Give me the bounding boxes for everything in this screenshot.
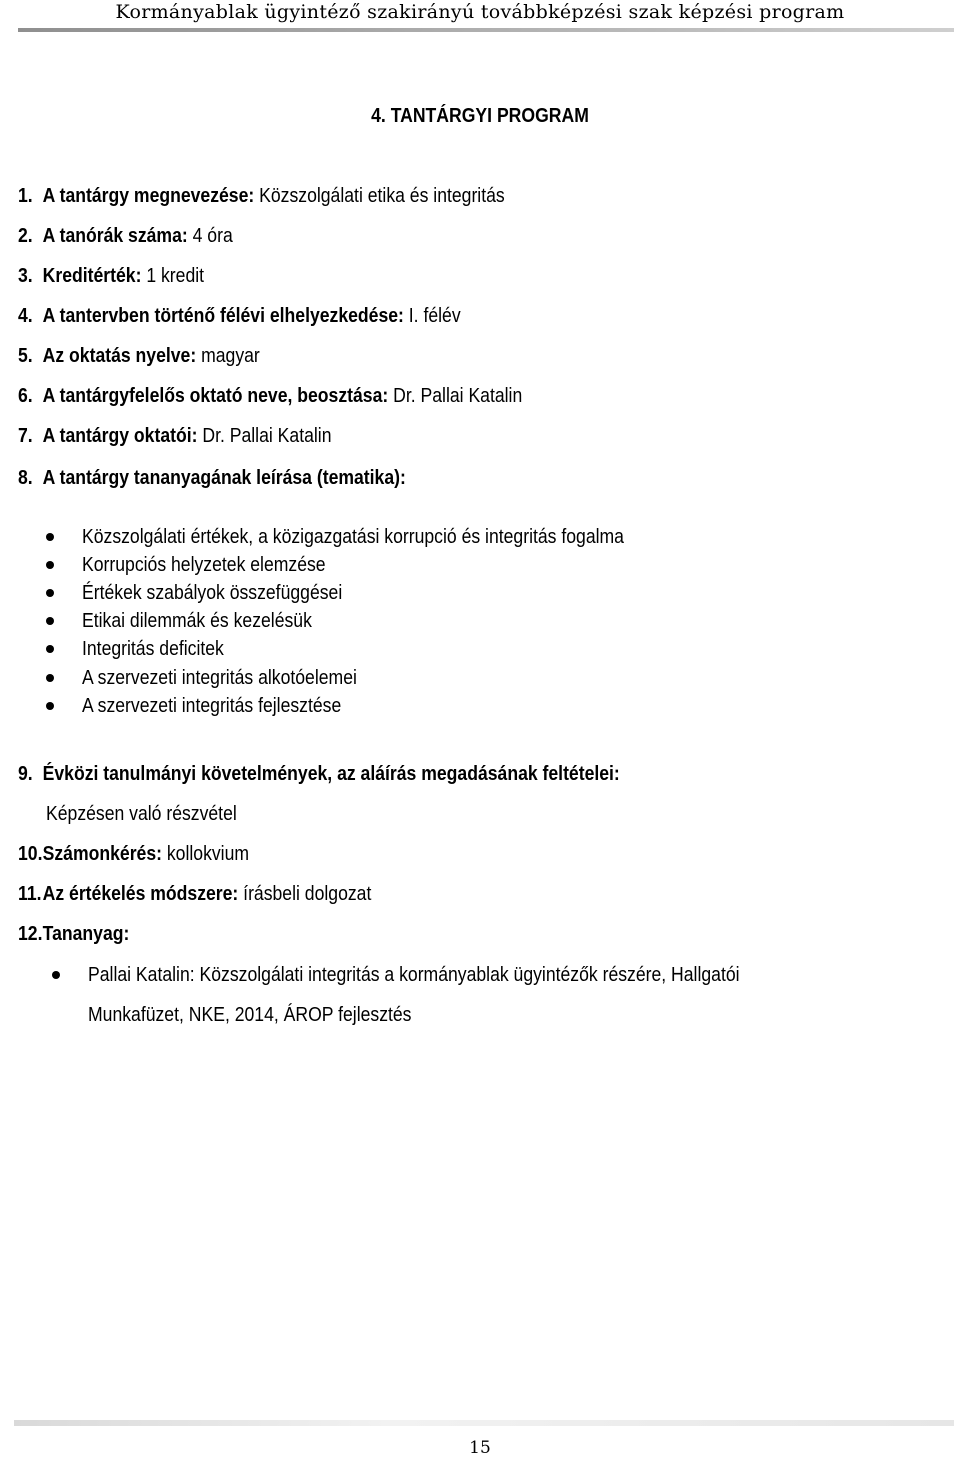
bullet-icon	[46, 533, 54, 541]
bullet-icon	[46, 645, 54, 653]
bullet-icon	[46, 702, 54, 710]
bullet-icon	[46, 674, 54, 682]
item-6: 6. A tantárgyfelelős oktató neve, beosztása: Dr. Pallai Katalin	[18, 385, 523, 407]
running-header: Kormányablak ügyintéző szakirányú továbbképzési szak képzési program	[115, 1, 845, 23]
page-number: 15	[469, 1438, 491, 1458]
bullet-icon	[52, 971, 60, 979]
bullet-icon	[46, 589, 54, 597]
item-3: 3. Kreditérték: 1 kredit	[18, 265, 205, 287]
item-7: 7. A tantárgy oktatói: Dr. Pallai Katalin	[18, 425, 332, 447]
item-4: 4. A tantervben történő félévi elhelyezkedése: I. félév	[18, 305, 461, 327]
item-9: 9. Évközi tanulmányi követelmények, az aláírás megadásának feltételei:	[18, 763, 620, 785]
bullet-icon	[46, 561, 54, 569]
item-10: 10.Számonkérés: kollokvium	[18, 843, 250, 865]
item-11: 11.Az értékelés módszere: írásbeli dolgozat	[18, 883, 372, 905]
item-9-value: Képzésen való részvétel	[46, 803, 237, 825]
material-continuation: Munkafüzet, NKE, 2014, ÁROP fejlesztés	[88, 1004, 412, 1026]
item-12: 12.Tananyag:	[18, 923, 130, 945]
item-1: 1. A tantárgy megnevezése: Közszolgálati etika és integritás	[18, 185, 505, 207]
item-5: 5. Az oktatás nyelve: magyar	[18, 345, 260, 367]
bullet-icon	[46, 617, 54, 625]
item-8: 8. A tantárgy tananyagának leírása (tematika):	[18, 467, 406, 489]
section-title: 4. TANTÁRGYI PROGRAM	[371, 105, 589, 127]
footer-rule	[14, 1420, 954, 1426]
item-2: 2. A tanórák száma: 4 óra	[18, 225, 233, 247]
header-rule	[18, 28, 954, 32]
